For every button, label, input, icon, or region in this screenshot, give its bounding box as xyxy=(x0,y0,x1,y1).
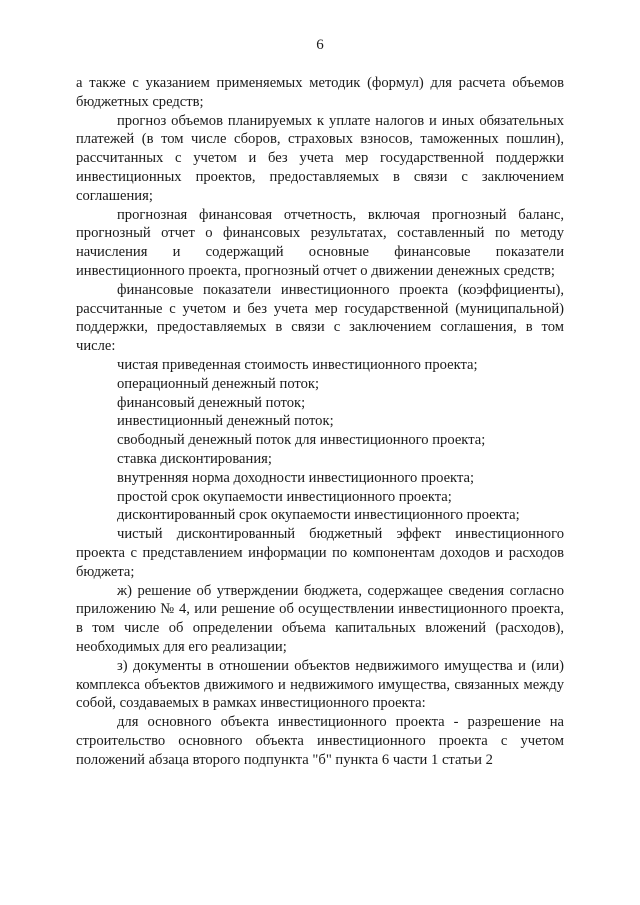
list-item: дисконтированный срок окупаемости инвестиционного проекта; xyxy=(117,507,520,524)
list-item: простой срок окупаемости инвестиционного проекта; xyxy=(117,488,452,505)
paragraph: для основного объекта инвестиционного проекта - разрешение на строительство основного объекта инвестиционного проекта с учетом положений абзаца второго подпункта "б" пункта 6 части 1 статьи 2 xyxy=(76,714,564,768)
list-item: чистый дисконтированный бюджетный эффект инвестиционного проекта с представлением информации по компонентам доходов и расходов бюджета; xyxy=(76,526,564,580)
list-item: финансовый денежный поток; xyxy=(117,394,306,411)
body-text xyxy=(76,74,564,769)
list-item: внутренняя норма доходности инвестиционного проекта; xyxy=(117,469,475,486)
paragraph: прогноз объемов планируемых к уплате налогов и иных обязательных платежей (в том числе сборов, страховых взносов, таможенных пошлин), рассчитанных с учетом и без учета мер государственной поддержки инвестиционных проектов, предоставляемых в связи с заключением соглашения; xyxy=(76,112,564,204)
paragraph: ж) решение об утверждении бюджета, содержащее сведения согласно приложению № 4, или решение об осуществлении инвестиционного проекта, в том числе об определении объема капитальных вложений (расходов), необходимых для его реализации; xyxy=(76,582,564,655)
list-item: инвестиционный денежный поток; xyxy=(117,413,334,430)
list-item: ставка дисконтирования; xyxy=(117,450,272,467)
paragraph: а также с указанием применяемых методик (формул) для расчета объемов бюджетных средств; xyxy=(76,75,564,110)
list-item: свободный денежный поток для инвестиционного проекта; xyxy=(117,432,486,449)
paragraph: финансовые показатели инвестиционного проекта (коэффициенты), рассчитанные с учетом и без учета мер государственной (муниципальной) поддержки, предоставляемых в связи с заключением соглашения, в том числе: xyxy=(76,281,564,355)
list-item: чистая приведенная стоимость инвестиционного проекта; xyxy=(117,356,478,373)
page-number: 6 xyxy=(316,37,324,53)
paragraph: прогнозная финансовая отчетность, включая прогнозный баланс, прогнозный отчет о финансовых результатах, составленный по методу начисления и содержащий основные финансовые показатели инвестиционного проекта, прогнозный отчет о движении денежных средств; xyxy=(76,206,564,279)
paragraph: з) документы в отношении объектов недвижимого имущества и (или) комплекса объектов движимого и недвижимого имущества, связанных между собой, создаваемых в рамках инвестиционного проекта: xyxy=(76,657,564,712)
list-item: операционный денежный поток; xyxy=(117,375,320,392)
